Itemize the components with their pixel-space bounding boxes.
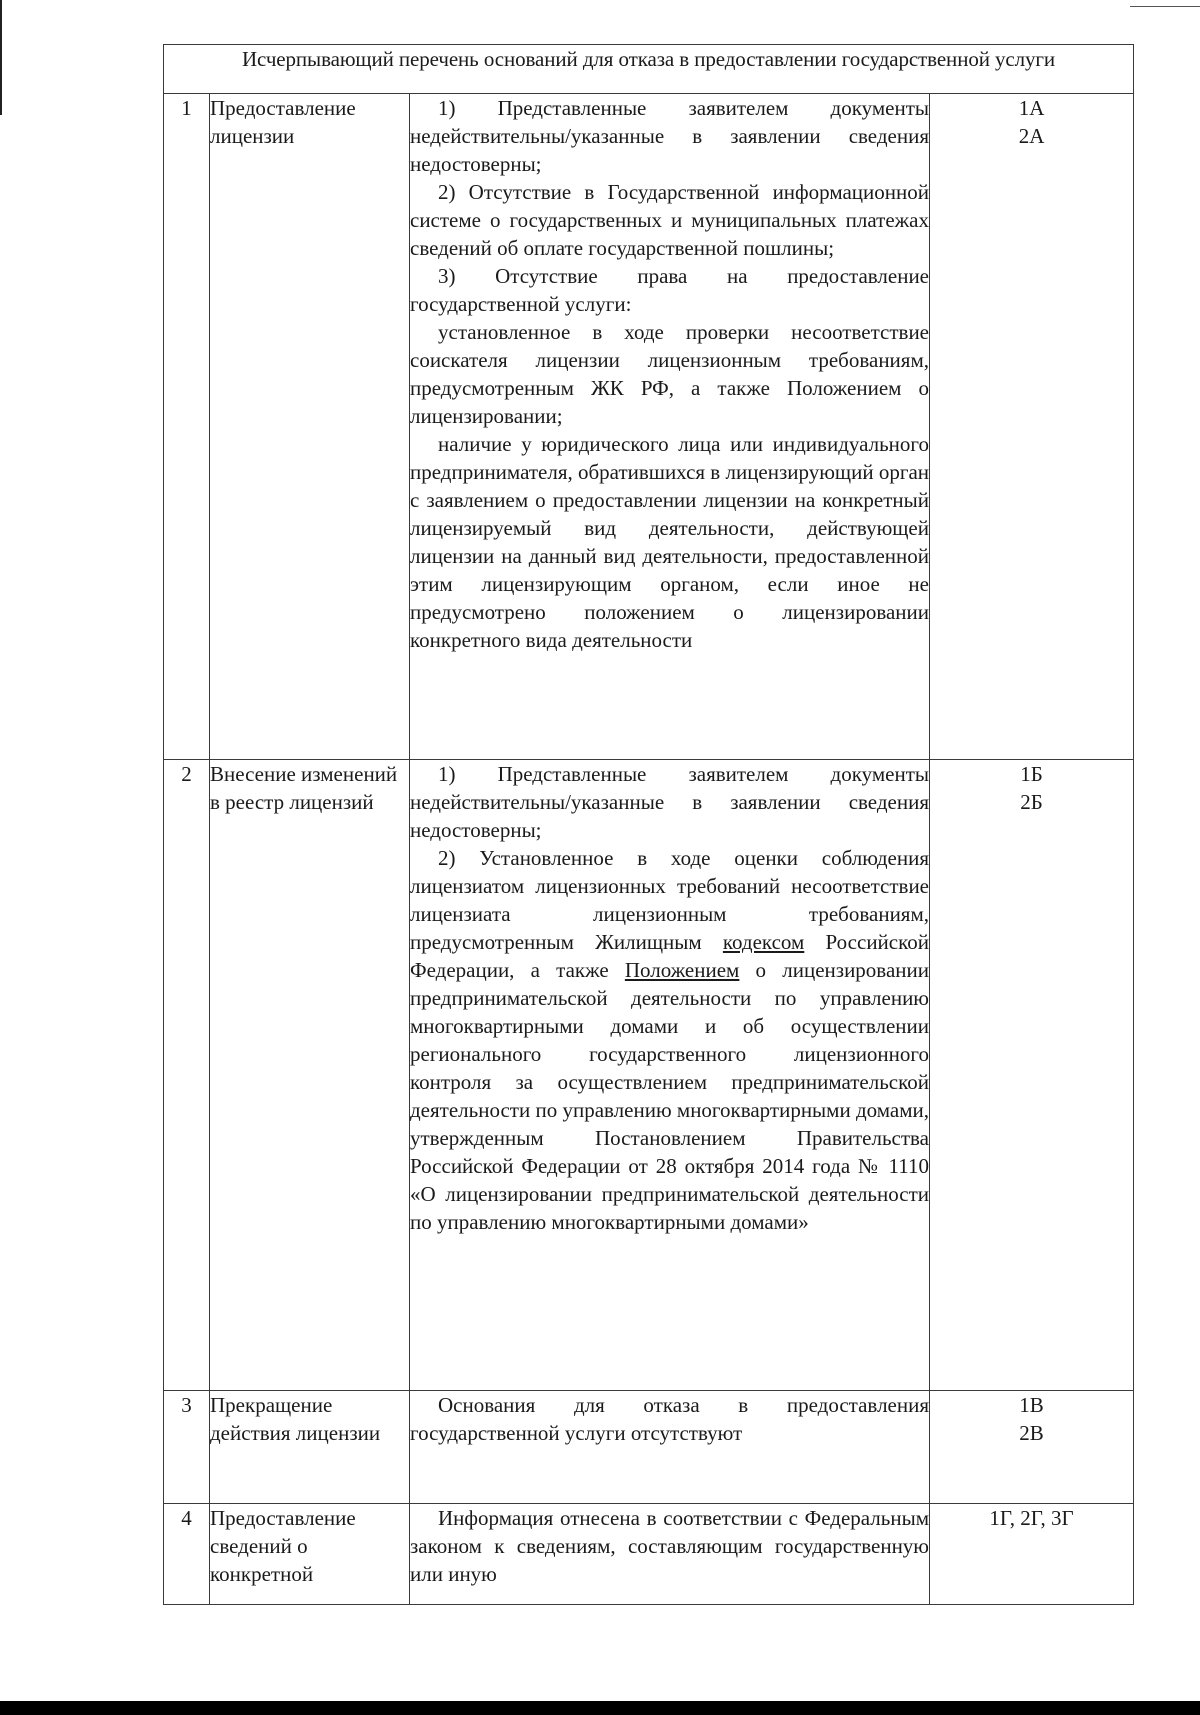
result-code: 1А bbox=[1018, 96, 1045, 120]
result-codes bbox=[930, 94, 1134, 760]
result-code: 2Б bbox=[1020, 790, 1043, 814]
result-code: 2В bbox=[1019, 1421, 1044, 1445]
scan-edge-line bbox=[1130, 6, 1200, 7]
row-number: 1 bbox=[164, 94, 210, 760]
refusal-grounds bbox=[410, 1504, 930, 1605]
ground-item: наличие у юридического лица или индивидуального предпринимателя, обратившихся в лицензирующий орган с заявлением о предоставлении лицензии на конкретный лицензируемый вид деятельности, действующей лицензии на данный вид деятельности, предоставленной этим лицензирующим органом, если иное не предусмотрено положением о лицензировании конкретного вида деятельности bbox=[410, 432, 930, 652]
ground-item: установленное в ходе проверки несоответствие соискателя лицензии лицензионным требованиям, предусмотренным ЖК РФ, а также Положением о лицензировании; bbox=[410, 320, 929, 428]
code-reference-link[interactable]: кодексом bbox=[722, 930, 805, 954]
ground-item: 1) Представленные заявителем документы недействительны/указанные в заявлении сведения недостоверны; bbox=[410, 96, 929, 176]
refusal-grounds bbox=[410, 1391, 930, 1504]
service-name: Предоставление лицензии bbox=[210, 94, 410, 760]
refusal-grounds bbox=[410, 94, 930, 760]
ground-item: 1) Представленные заявителем документы недействительны/указанные в заявлении сведения недостоверны; bbox=[410, 762, 929, 842]
row-number: 3 bbox=[164, 1391, 210, 1504]
table-header-row bbox=[164, 45, 1134, 94]
service-name: Предоставление сведений о конкретной bbox=[210, 1504, 410, 1605]
table-row bbox=[164, 1504, 1134, 1605]
ground-item: Основания для отказа в предоставления государственной услуги отсутствуют bbox=[410, 1393, 929, 1445]
ground-text: Российской Федерации, а также bbox=[410, 930, 929, 982]
result-codes bbox=[930, 1504, 1134, 1605]
regulation-reference-link[interactable]: Положением bbox=[624, 958, 740, 982]
ground-item: 2) Отсутствие в Государственной информационной системе о государственных и муниципальных платежах сведений об оплате государственной пошлины; bbox=[410, 180, 929, 260]
result-codes bbox=[930, 1391, 1134, 1504]
row-number: 4 bbox=[164, 1504, 210, 1605]
service-name: Прекращение действия лицензии bbox=[210, 1391, 410, 1504]
result-code: 2А bbox=[1018, 124, 1045, 148]
result-code: 1В bbox=[1019, 1393, 1044, 1417]
ground-text: о лицензировании предпринимательской деятельности по управлению многоквартирными домами и об осуществлении регионального государственного лицензионного контроля за осуществлением предпринимательской деятельности по управлению многоквартирными домами, утвержденным Постановлением Правительства Российской Федерации от 28 октября 2014 года № 1110 «О лицензировании предпринимательской деятельности по управлению многоквартирными домами» bbox=[410, 958, 929, 1234]
service-name: Внесение изменений в реестр лицензий bbox=[210, 760, 410, 1391]
result-code: 1Б bbox=[1020, 762, 1043, 786]
scan-edge-mark bbox=[0, 0, 2, 115]
ground-item bbox=[410, 844, 929, 1236]
ground-text: 2) Установленное в ходе оценки соблюдения лицензиатом лицензионных требований несоответствие лицензиата лицензионным требованиям, предусмотренным Жилищным bbox=[410, 846, 929, 954]
grounds-table bbox=[163, 44, 1134, 1605]
result-code: 1Г, 2Г, 3Г bbox=[989, 1506, 1074, 1530]
result-codes bbox=[930, 760, 1134, 1391]
table-row bbox=[164, 94, 1134, 760]
table-title: Исчерпывающий перечень оснований для отказа в предоставлении государственной услуги bbox=[164, 45, 1134, 94]
scan-bottom-bar bbox=[0, 1701, 1200, 1715]
row-number: 2 bbox=[164, 760, 210, 1391]
ground-item: 3) Отсутствие права на предоставление государственной услуги: bbox=[410, 264, 929, 316]
table-row bbox=[164, 760, 1134, 1391]
ground-item: Информация отнесена в соответствии с Федеральным законом к сведениям, составляющим государственную или иную bbox=[410, 1506, 929, 1586]
table-row bbox=[164, 1391, 1134, 1504]
refusal-grounds bbox=[410, 760, 930, 1391]
